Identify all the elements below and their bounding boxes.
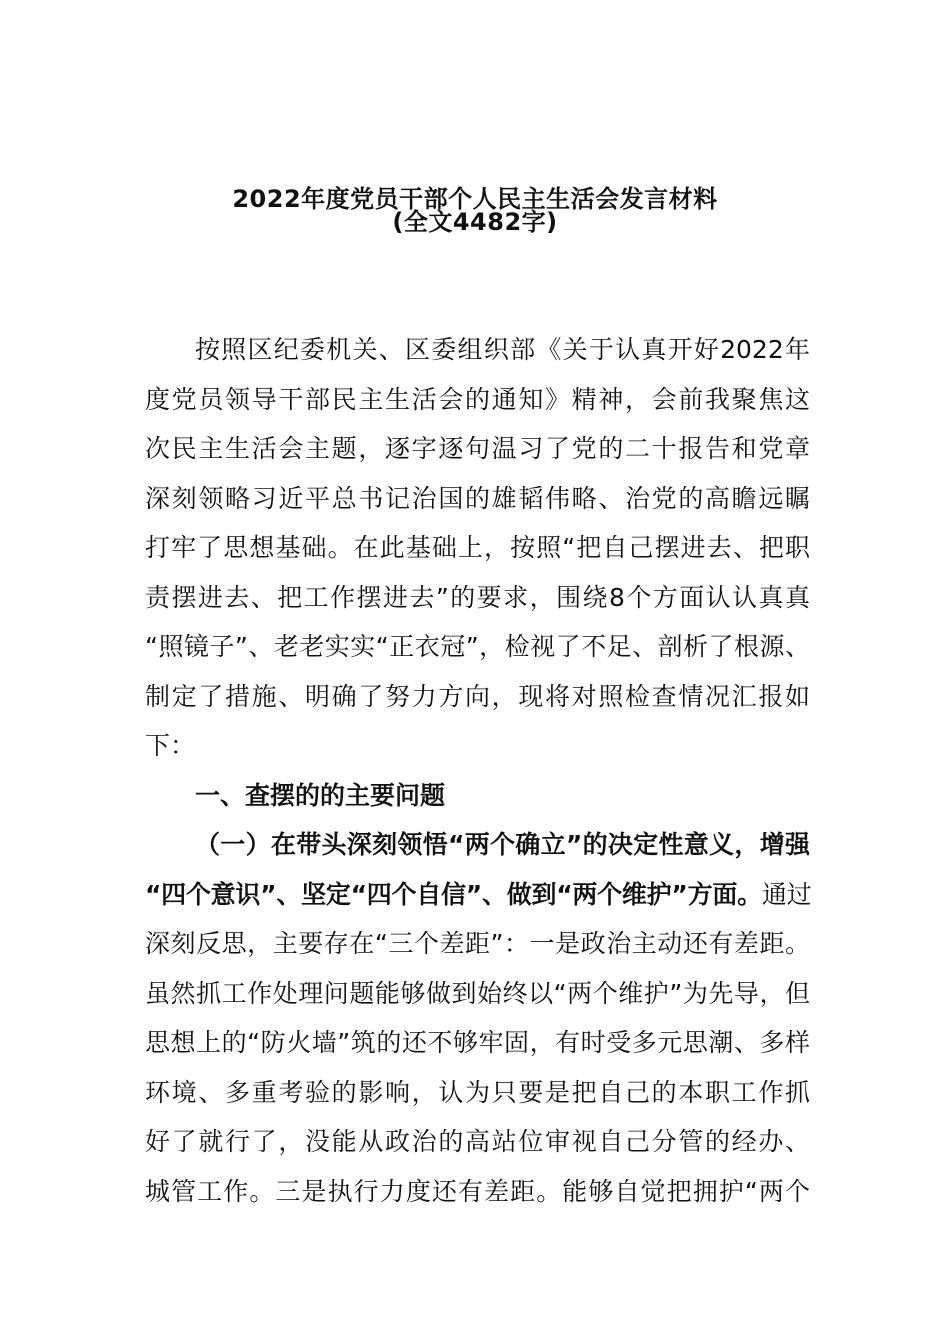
body-line-3: 思想上的“防火墙”筑的还不够牢固，有时受多元思潮、多样	[145, 1028, 810, 1057]
document-title: 2022年度党员干部个人民主生活会发言材料	[232, 185, 718, 213]
subsection-heading-line-1: （一）在带头深刻领悟“两个确立”的决定性意义，增强	[195, 830, 810, 859]
intro-line-6: 责摆进去、把工作摆进去”的要求，围绕8个方面认认真真	[145, 583, 810, 612]
body-line-5: 好了就行了，没能从政治的高站位审视自己分管的经办、	[145, 1127, 810, 1156]
body-line-2: 虽然抓工作处理问题能够做到始终以“两个维护”为先导，但	[145, 979, 810, 1008]
intro-line-3: 次民主生活会主题，逐字逐句温习了党的二十报告和党章	[145, 434, 810, 463]
subsection-heading-continuation: 通过	[761, 880, 812, 909]
intro-line-5: 打牢了思想基础。在此基础上，按照“把自己摆进去、把职	[145, 533, 810, 562]
intro-line-1: 按照区纪委机关、区委组织部《关于认真开好2022年	[195, 335, 810, 364]
section-heading: 一、查摆的的主要问题	[195, 781, 446, 810]
intro-line-9: 下：	[145, 731, 196, 760]
intro-line-2: 度党员领导干部民主生活会的通知》精神，会前我聚焦这	[145, 385, 810, 414]
document-subtitle: (全文4482字)	[392, 208, 558, 236]
subsection-heading-bold: “四个意识”、坚定“四个自信”、做到“两个维护”方面。	[145, 880, 762, 909]
intro-line-7: “照镜子”、老老实实“正衣冠”，检视了不足、剖析了根源、	[145, 632, 810, 661]
body-line-1: 深刻反思，主要存在“三个差距”：一是政治主动还有差距。	[145, 929, 810, 958]
body-line-6: 城管工作。三是执行力度还有差距。能够自觉把拥护“两个	[145, 1177, 810, 1206]
intro-line-4: 深刻领略习近平总书记治国的雄韬伟略、治党的高瞻远瞩	[145, 484, 810, 513]
body-line-4: 环境、多重考验的影响，认为只要是把自己的本职工作抓	[145, 1078, 810, 1107]
intro-line-8: 制定了措施、明确了努力方向，现将对照检查情况汇报如	[145, 682, 810, 711]
subsection-heading-line-2	[145, 878, 810, 912]
